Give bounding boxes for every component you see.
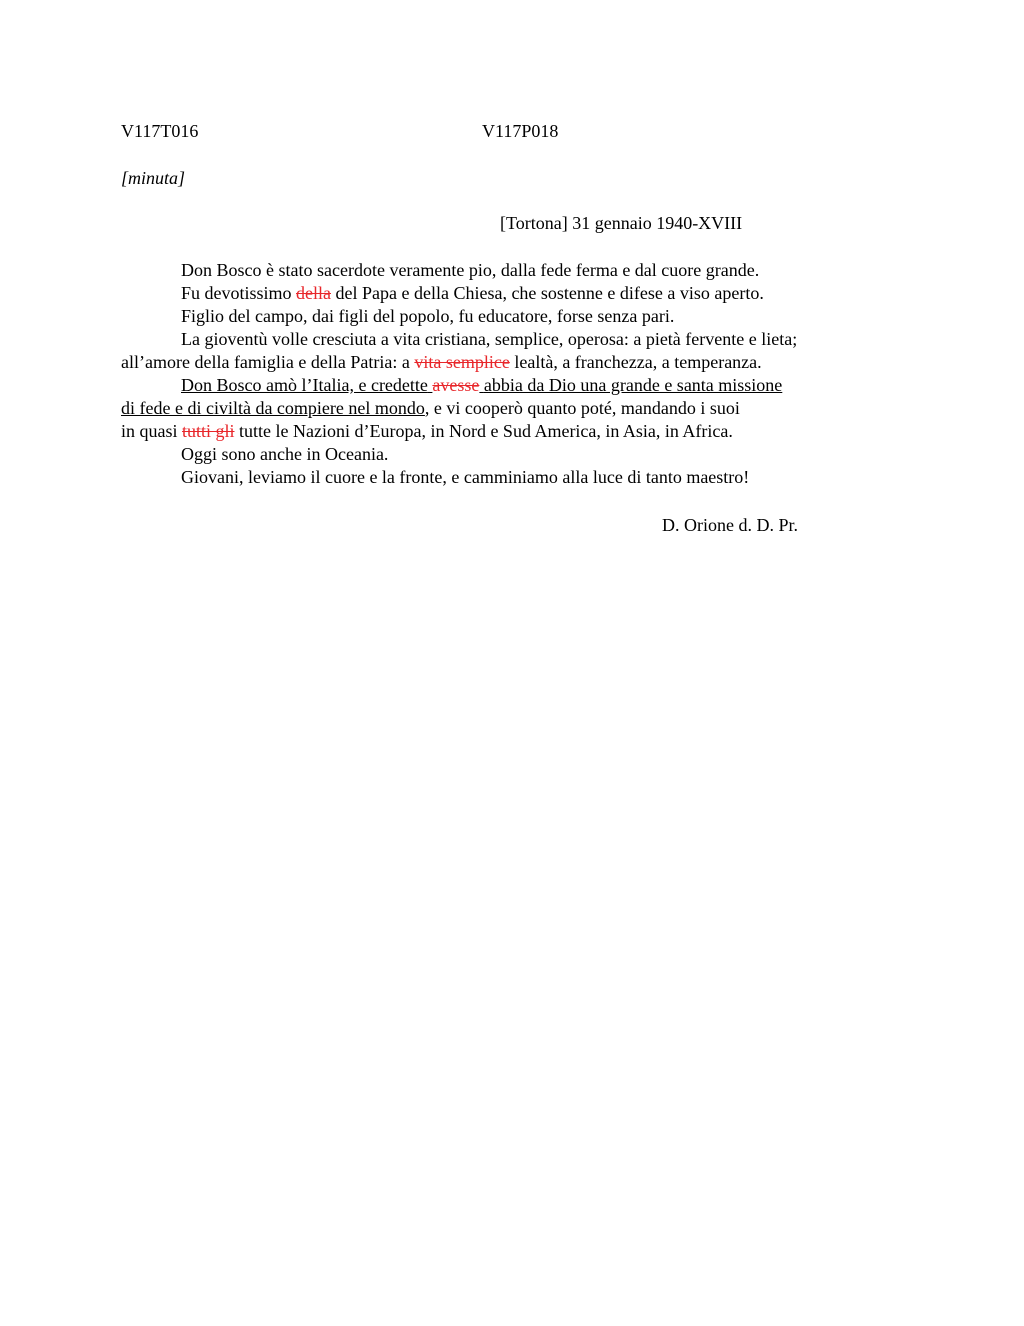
paragraph-line-8 (121, 420, 733, 443)
letter-date: [Tortona] 31 gennaio 1940-XVIII (500, 213, 743, 233)
paragraph-line-10: Giovani, leviamo il cuore e la fronte, e camminiamo alla luce di tanto maestro! (181, 467, 750, 487)
deleted-word: avesse (432, 375, 480, 395)
text-segment: lealtà, a franchezza, a temperanza. (509, 352, 762, 372)
text-segment: , e vi cooperò quanto poté, mandando i suoi (424, 398, 740, 418)
underlined-segment: di fede e di civiltà da compiere nel mondo (121, 398, 425, 418)
paragraph-line-6 (181, 374, 782, 397)
text-segment: all’amore della famiglia e della Patria: a (121, 352, 415, 372)
draft-note (121, 167, 185, 190)
deleted-words: vita semplice (414, 352, 510, 372)
document-code-right: V117P018 (482, 121, 559, 141)
underlined-segment: Don Bosco amò l’Italia, e credette (181, 375, 428, 395)
text-segment: in quasi (121, 421, 182, 441)
text-segment: Fu devotissimo (181, 283, 297, 303)
signature: D. Orione d. D. Pr. (662, 515, 798, 535)
deleted-words: tutti gli (182, 421, 235, 441)
document-code-left: V117T016 (121, 121, 199, 141)
paragraph-line-1: Don Bosco è stato sacerdote veramente pio, dalla fede ferma e dal cuore grande. (181, 260, 760, 280)
text-segment: del Papa e della Chiesa, che sostenne e difese a viso aperto. (331, 283, 764, 303)
paragraph-line-2 (181, 282, 764, 305)
draft-note-text: [minuta] (121, 168, 186, 188)
paragraph-line-7 (121, 397, 740, 420)
paragraph-line-9: Oggi sono anche in Oceania. (181, 444, 389, 464)
paragraph-line-3: Figlio del campo, dai figli del popolo, fu educatore, forse senza pari. (181, 306, 675, 326)
paragraph-line-5 (121, 351, 762, 374)
text-segment: tutte le Nazioni d’Europa, in Nord e Sud America, in Asia, in Africa. (234, 421, 733, 441)
deleted-word: della (296, 283, 331, 303)
underlined-segment: abbia da Dio una grande e santa missione (483, 375, 783, 395)
paragraph-line-4: La gioventù volle cresciuta a vita cristiana, semplice, operosa: a pietà fervente e lieta; (181, 329, 798, 349)
